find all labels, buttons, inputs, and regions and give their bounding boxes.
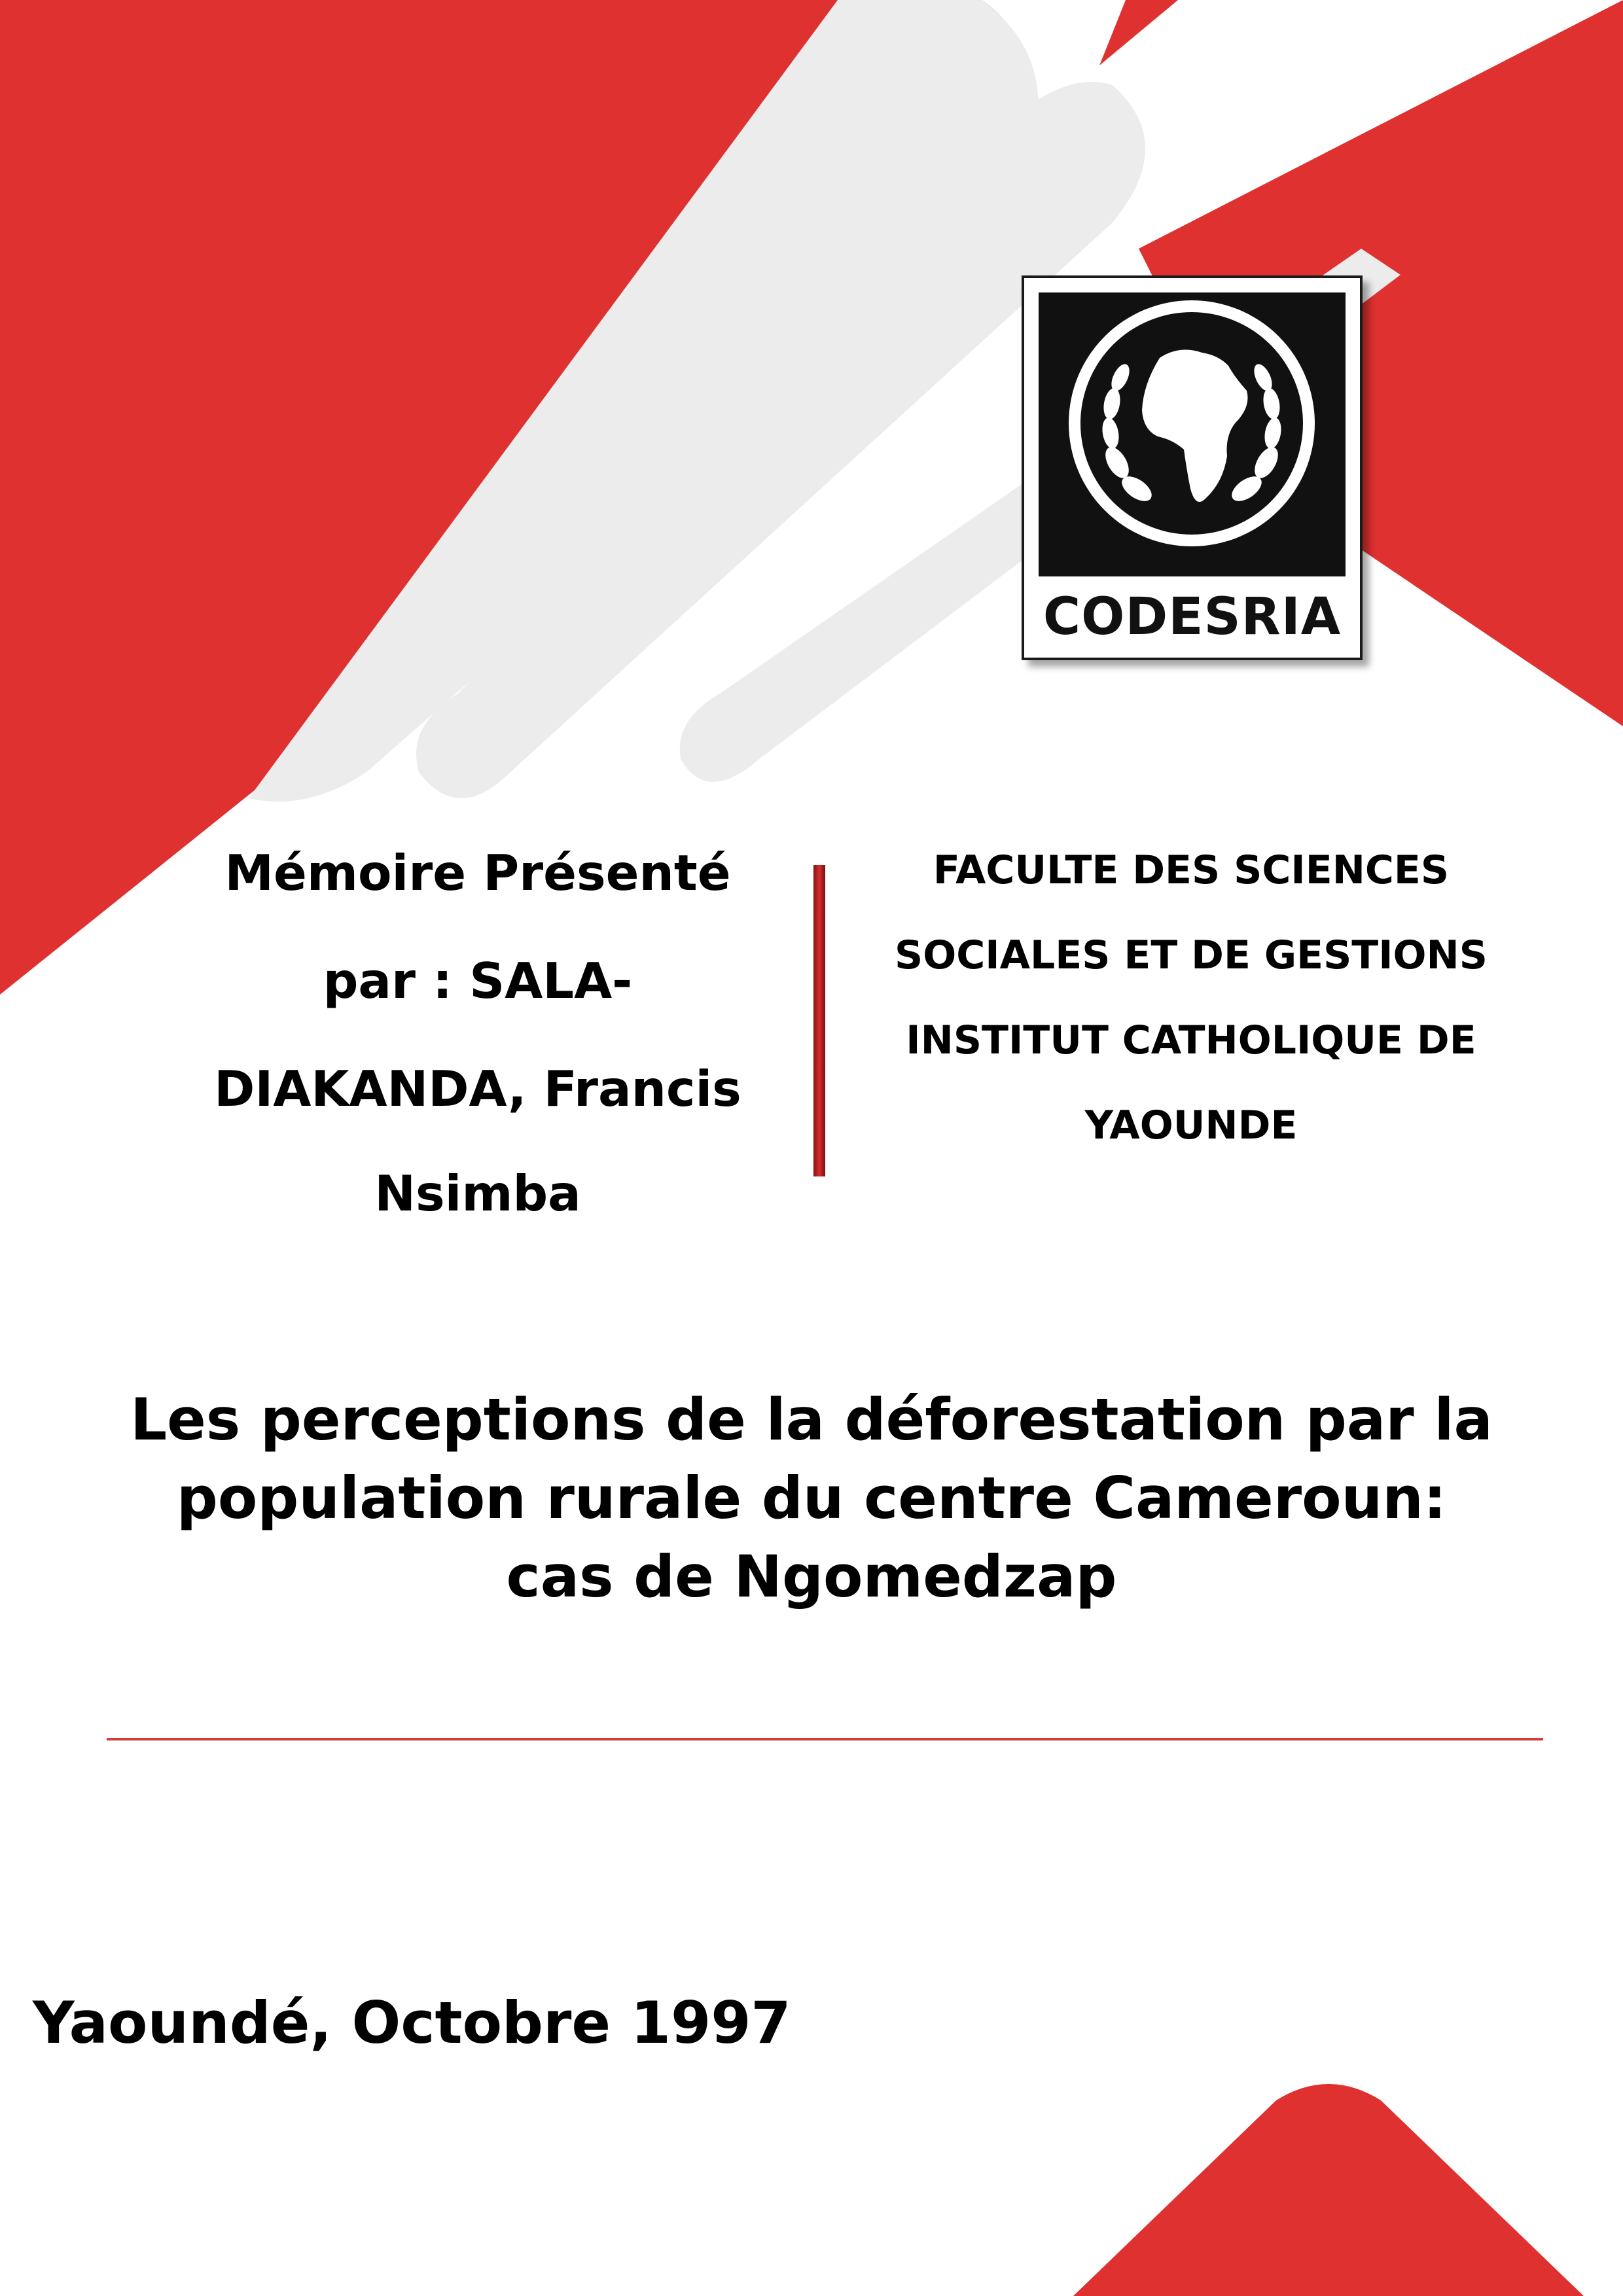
logo-wordmark: CODESRIA bbox=[1043, 588, 1342, 646]
codesria-logo bbox=[1022, 275, 1363, 660]
place-date: Yaoundé, Octobre 1997 bbox=[33, 1989, 791, 2057]
red-corner-bottom bbox=[1073, 2084, 1584, 2296]
africa-laurel-emblem-icon bbox=[1039, 292, 1346, 576]
thesis-title-line-3: cas de Ngomedzap bbox=[506, 1543, 1117, 1610]
thesis-title-line-2: population rurale du centre Cameroun: bbox=[176, 1464, 1447, 1532]
faculty-line-3: INSTITUT CATHOLIQUE DE bbox=[906, 1017, 1476, 1063]
faculty-line-4: YAOUNDE bbox=[1084, 1103, 1298, 1148]
author-line-2: par : SALA- bbox=[323, 952, 633, 1010]
vertical-divider bbox=[813, 865, 825, 1176]
logo-emblem-box bbox=[1039, 292, 1346, 576]
author-line-3: DIAKANDA, Francis bbox=[214, 1060, 741, 1118]
author-line-1: Mémoire Présenté bbox=[224, 844, 731, 902]
faculty-line-2: SOCIALES ET DE GESTIONS bbox=[895, 932, 1488, 978]
thesis-title-line-1: Les perceptions de la déforestation par la bbox=[130, 1386, 1493, 1453]
red-accent-line-1 bbox=[1099, 0, 1178, 65]
faculty-line-1: FACULTE DES SCIENCES bbox=[933, 847, 1450, 893]
horizontal-rule bbox=[107, 1738, 1543, 1740]
author-line-4: Nsimba bbox=[374, 1165, 581, 1222]
